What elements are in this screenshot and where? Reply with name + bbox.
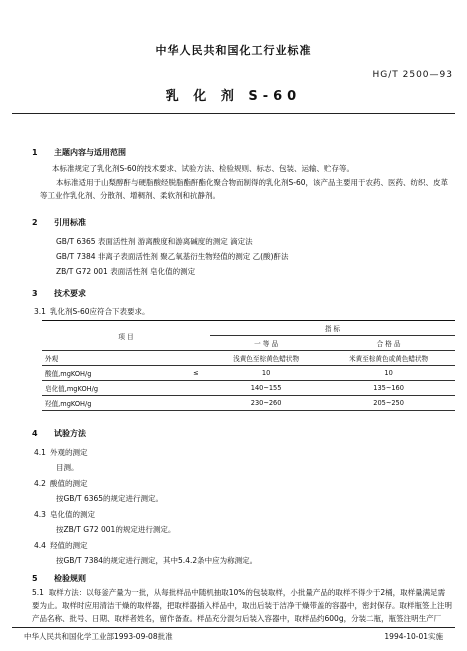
subsection-5-1-number: 5.1 — [32, 588, 44, 597]
footer-rule — [12, 627, 455, 628]
section-4-number: 4 — [32, 429, 38, 438]
table-header-item: 项 目 — [42, 321, 210, 351]
section-5-title: 检验规则 — [54, 574, 86, 583]
table-cell-first: 140~155 — [210, 381, 322, 396]
table-cell-label: 皂化值,mgKOH/g — [42, 381, 190, 396]
table-row — [42, 351, 455, 366]
section-5-heading — [32, 573, 86, 584]
section-1-title: 主题内容与适用范围 — [54, 148, 126, 157]
section-2-number: 2 — [32, 218, 38, 227]
subsection-body: 按ZB/T G72 001的规定进行测定。 — [56, 525, 176, 534]
table-row — [42, 396, 455, 411]
subsection-number: 4.3 — [34, 510, 46, 519]
section-1-paragraph-1: 本标准规定了乳化剂S-60的技术要求、试验方法、检验规则、标志、包装、运输、贮存等。 — [52, 164, 355, 173]
table-cell-operator — [190, 381, 210, 396]
subsection-title: 酸值的测定 — [50, 479, 88, 488]
table-row — [42, 381, 455, 396]
subsection-body: 目测。 — [56, 463, 79, 472]
subsection-3-1-text: 乳化剂S-60应符合下表要求。 — [50, 307, 150, 316]
section-3-heading — [32, 288, 86, 299]
section-1-number: 1 — [32, 148, 38, 157]
table-cell-qualified: 205~250 — [322, 396, 455, 411]
table-row — [42, 366, 455, 381]
subsection-title: 皂化值的测定 — [50, 510, 95, 519]
table-cell-first: 230~260 — [210, 396, 322, 411]
subsection-body: 按GB/T 7384的规定进行测定，其中5.4.2条中应为称测定。 — [56, 556, 258, 565]
subsection-body: 按GB/T 6365的规定进行测定。 — [56, 494, 164, 503]
standard-code: HG/T 2500—93 — [372, 70, 453, 80]
reference-item: GB/T 6365 表面活性剂 游离酸度和游离碱度的测定 滴定法 — [56, 237, 253, 246]
table-header-spec: 指 标 — [210, 321, 455, 336]
section-1-heading — [32, 147, 126, 158]
standard-category-title: 中华人民共和国化工行业标准 — [155, 44, 312, 57]
table-header-row — [42, 321, 455, 336]
table-cell-qualified: 10 — [322, 366, 455, 381]
table-cell-first: 浅黄色至棕黄色蜡状物 — [210, 351, 322, 366]
reference-item: GB/T 7384 非离子表面活性剂 聚乙氧基衍生物羟值的测定 乙(酸)酐法 — [56, 252, 289, 261]
section-3-number: 3 — [32, 289, 38, 298]
subsection-number: 4.1 — [34, 448, 46, 457]
approval-date: 中华人民共和国化学工业部1993-09-08批准 — [24, 632, 173, 641]
table-header-first-grade: 一 等 品 — [210, 336, 322, 351]
implementation-date: 1994-10-01实施 — [384, 632, 443, 641]
section-2-heading — [32, 217, 86, 228]
table-cell-label: 外观 — [42, 351, 190, 366]
section-5-number: 5 — [32, 574, 38, 583]
subsection-4-2 — [34, 478, 88, 489]
section-4-title: 试验方法 — [54, 429, 86, 438]
section-3-title: 技术要求 — [54, 289, 86, 298]
subsection-5-1-text: 取样方法：以每釜产量为一批，从每批样品中随机抽取10%的包装取样，小批量产品的取样不得少于2桶，取样量满足需要为止。取样时应用清洁干燥的取样器，把取样器插入样品中，取出后装于洁净干燥带盖的容器中，密封保存。取样瓶签上注明产品名称、批号、日期、取样者姓名，留作备查。样品充分混匀后装入容器中，取样品约600g，分装二瓶，瓶签注明生产厂 — [32, 588, 452, 623]
specification-table — [42, 320, 455, 411]
section-2-title: 引用标准 — [54, 218, 86, 227]
document-title: 乳 化 剂 S-60 — [165, 89, 302, 104]
subsection-title: 外观的测定 — [50, 448, 88, 457]
subsection-4-4 — [34, 540, 88, 551]
table-cell-qualified: 米黄至棕黄色或黄色蜡状物 — [322, 351, 455, 366]
subsection-number: 4.4 — [34, 541, 46, 550]
subsection-5-1 — [32, 586, 452, 625]
table-cell-qualified: 135~160 — [322, 381, 455, 396]
subsection-title: 羟值的测定 — [50, 541, 88, 550]
subsection-3-1-number: 3.1 — [34, 307, 46, 316]
table-cell-label: 羟值,mgKOH/g — [42, 396, 190, 411]
table-cell-first: 10 — [210, 366, 322, 381]
subsection-3-1 — [34, 306, 150, 317]
table-cell-operator: ≤ — [190, 366, 210, 381]
table-cell-label: 酸值,mgKOH/g — [42, 366, 190, 381]
section-1-paragraph-2: 本标准适用于山梨醇酐与硬脂酸经脱脂酯酐酯化聚合物而制得的乳化剂S-60，该产品主要用于农药、医药、纺织、皮革等工业作乳化剂、分散剂、增稠剂、柔软剂和抗静剂。 — [40, 178, 449, 200]
subsection-4-1 — [34, 447, 88, 458]
table-cell-operator — [190, 351, 210, 366]
subsection-4-3 — [34, 509, 95, 520]
section-4-heading — [32, 428, 86, 439]
header-rule — [12, 113, 455, 114]
reference-item: ZB/T G72 001 表面活性剂 皂化值的测定 — [56, 267, 196, 276]
footer — [24, 631, 443, 642]
table-header-qualified-grade: 合 格 品 — [322, 336, 455, 351]
table-cell-operator — [190, 396, 210, 411]
subsection-number: 4.2 — [34, 479, 46, 488]
